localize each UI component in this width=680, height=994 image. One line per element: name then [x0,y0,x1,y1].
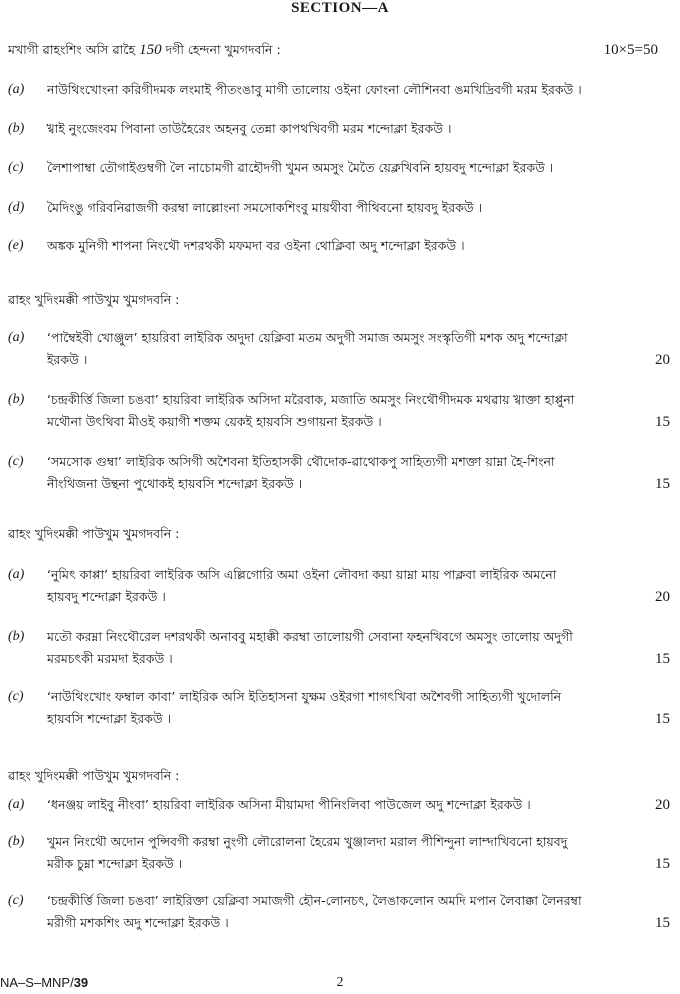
part-marks: 15 [655,476,670,492]
part-label: (e) [8,238,24,253]
part-text-line1: ‘পাম্বৈইবী খোঞ্জুল’ হায়রিবা লাইরিক অদুদা য়েক্লিবা মতম অদুগী সমাজ অমসুং সংস্কৃতিগী মশক অদু শন্দোক্লা [47,330,568,345]
part-label: (c) [8,689,24,704]
part-text-line1: ‘ধনঞ্জয় লাইবু নীংবা’ হায়রিবা লাইরিক অসিনা মীয়ামদা পীনিংলিবা পাউজেল অদু শন্দোক্লা ইরকউ । [47,797,531,812]
part-marks: 15 [655,414,670,430]
part-text: মৈদিংঙু গরিবনিৱাজগী করম্বা লাল্লোংনা সমসোকশিংবু মায়থীবা পীথিবনো হায়বদু ইরকউ । [47,200,483,215]
part-text-line1: ‘চন্দ্রকীর্ত্তি জিলা চঙবা’ হায়রিবা লাইরিক অসিদা মরৈবাক, মজাতি অমসুং নিংথৌগীদমক মথৱায় খ্বাক্তা হাপ্পুনা [47,392,575,407]
section-title: SECTION—A [291,0,389,16]
part-text-line1: ‘নাউথিংখোং ফম্বাল কাবা’ লাইরিক অসি ইতিহাসনা যুক্ষম ওইরগা শাগৎখিবা অশৈবগী সাহিত্যগী খুদোলনি [47,689,562,704]
part-text-line1: ‘সমসোক গুম্বা’ লাইরিক অসিগী অশৈবনা ইতিহাসকী থৌদোক-ৱাথোকপু সাহিত্যগী মশক্তা য়াম্না হৈ-শিংনা [47,454,555,469]
part-label: (b) [8,834,25,849]
part-text-line2: ইরকউ । [47,352,88,367]
part-text-line2: মরমচৎকী মরমদা ইরকউ । [47,651,173,666]
part-label: (a) [8,567,25,582]
q3-instruction: ৱাহং খুদিংমক্কী পাউখুম খুমগদবনি : [8,526,180,541]
part-text-line2: মথৌনা উৎথিবা মীওই কয়াগী শক্তম য়েকই হায়বসি শুগায়না ইরকউ । [47,414,382,429]
part-text-line2: মরীক চুম্না শন্দোক্লা ইরকউ । [47,856,183,871]
q2-instruction: ৱাহং খুদিংমক্কী পাউখুম খুমগদবনি : [8,292,180,307]
part-label: (a) [8,797,25,812]
part-text: খ্বাই নুংজেংবম পিবানা তাউহৈরেং অহনবু তেন্না কাপথখিবগী মরম শন্দোক্লা ইরকউ । [47,121,452,136]
part-marks: 15 [655,915,670,931]
part-text-line1: ‘চন্দ্রকীর্ত্তি জিলা চঙবা’ লাইরিক্তা য়েক্লিবা সমাজগী হৌন-লোনচৎ, লৈঙাকলোন অমদি মপান লৈবাক্কা লৈনরম্বা [47,893,582,908]
part-marks: 15 [655,651,670,667]
q1-instruction-text-b: দগী হেন্দনা খুমগদবনি : [161,42,281,57]
part-label: (c) [8,893,24,908]
part-label: (b) [8,629,25,644]
part-text: নাউথিংখোংনা করিগীদমক লংমাই পীতংঙাবু মাগী তালোয় ওইনা ফোংনা লৌশিনবা ঙমখিদ্রিবগী মরম ইরকউ । [47,82,582,97]
q1-instruction-text-a: মখাগী ৱাহংশিং অসি ৱাহৈ [8,42,140,57]
part-label: (c) [8,454,24,469]
part-marks: 20 [655,589,670,605]
part-text: অঙ্কক মুনিগী শাপনা নিংথৌ দশরথকী মফমদা বর ওইনা থোক্লিবা অদু শন্দোক্লা ইরকউ । [47,238,465,253]
q1-total-marks: 10×5=50 [603,42,658,58]
paper-code-prefix: NA–S–MNP/ [0,975,74,990]
paper-code-number: 39 [73,975,89,990]
part-text-line1: মতৌ করম্না নিংথৌরেল দশরথকী অনাববু মহাক্কী করম্বা তালোয়গী সেবানা ফহনখিবগে অমসুং তালোয় অদুগী [47,629,573,644]
part-text-line1: ‘নুমিৎ কাপ্পা’ হায়রিবা লাইরিক অসি এল্লিগোরি অমা ওইনা লৌবদা কয়া য়াম্না মায় পাক্লবা লাইরিক অমনো [47,567,557,582]
part-text-line2: হায়বসি শন্দোক্লা ইরকউ । [47,711,172,726]
part-label: (a) [8,82,25,97]
part-label: (c) [8,160,24,175]
part-marks: 15 [655,711,670,727]
part-text-line1: খুমন নিংথৌ অদোন পুন্সিবগী করম্বা নুংগী লৌরোলনা হৈরেম খুঞ্জালদা মরাল পীশিন্দুনা লাম্দাখিবনো হায়বদু [47,834,568,849]
q1-word-count: 150 [139,42,162,58]
part-label: (d) [8,200,25,215]
part-label: (b) [8,121,25,136]
part-text-line2: নীংথিজনা উন্থনা পুথোকই হায়বসি শন্দোক্লা ইরকউ । [47,476,303,491]
part-label: (b) [8,392,25,407]
part-text: লৈশাপাম্বা তৌগাইগুম্বগী লৈ নাচোমগী ৱাহৌদগী খুমন অমসুং মৈতৈ য়েক্লখিবনি হায়বদু শন্দোক্লা ইরকউ । [47,160,554,175]
page-number: 2 [336,975,344,990]
part-marks: 20 [655,352,670,368]
part-marks: 20 [655,797,670,813]
part-text-line2: হায়বদু শন্দোক্লা ইরকউ । [47,589,166,604]
part-marks: 15 [655,856,670,872]
q4-instruction: ৱাহং খুদিংমক্কী পাউখুম খুমগদবনি : [8,768,180,783]
part-label: (a) [8,330,25,345]
q1-instruction [8,37,668,63]
part-text-line2: মরীগী মশকশিং অদু শন্দোক্লা ইরকউ । [47,915,229,930]
